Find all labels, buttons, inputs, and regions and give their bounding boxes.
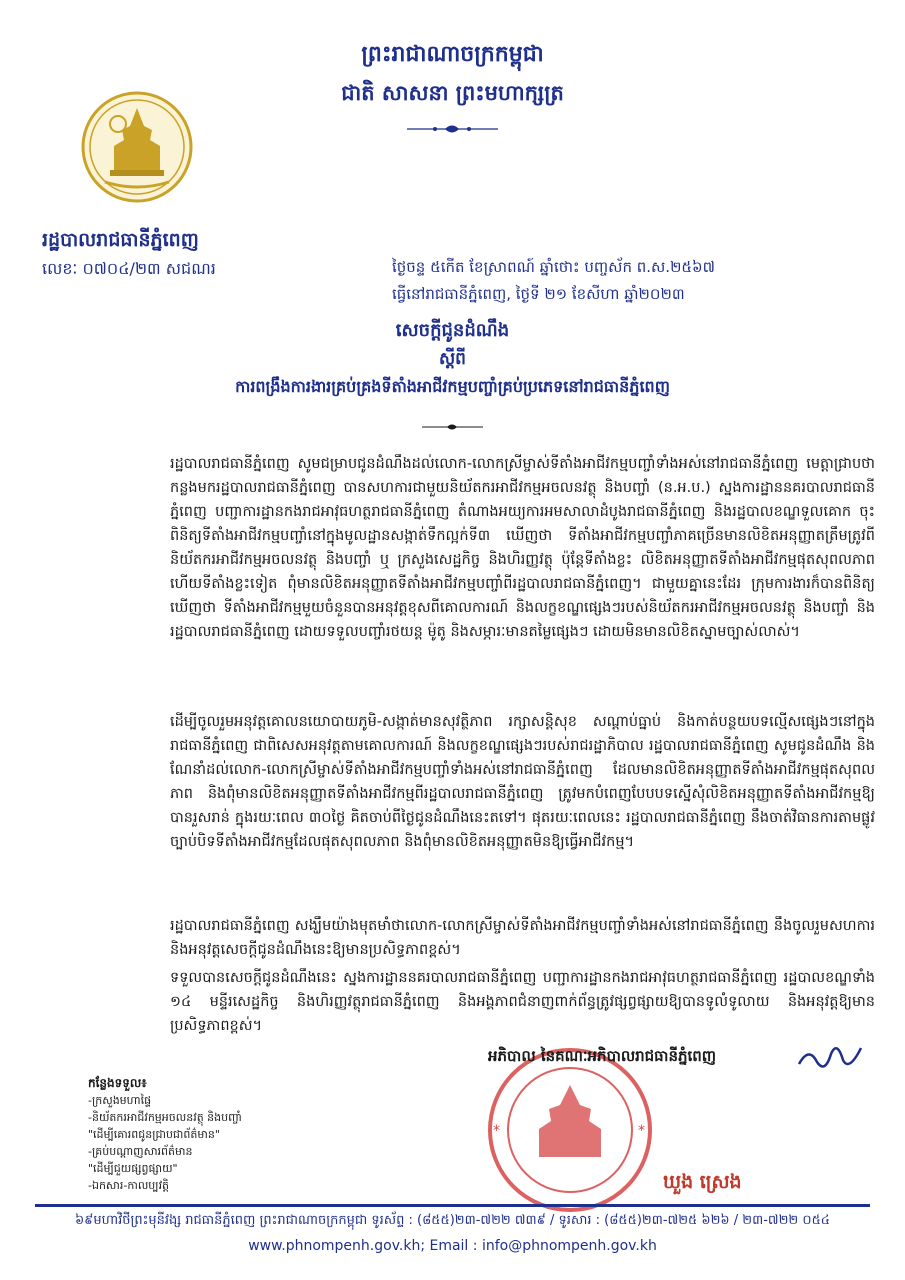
ornament-divider-icon (405, 122, 500, 136)
recipient-item: "ដើម្បីគោរពជូនជ្រាបជាព័ត៌មាន" (88, 1128, 220, 1141)
body-paragraph-4 (170, 966, 875, 1038)
footer-address: ៦៩មហាវិថីព្រះមុនីវង្ស រាជធានីភ្នំពេញ ព្រះរាជាណាចក្រកម្ពុជា ទូរស័ព្ទ : (៨៥៥)២៣-៧២២ ៧៣៩ / ទូរសារ : (៨៥៥)២៣-៧២៥ ៦២៦ / ២៣-៧២២ ០៥៤ (74, 1213, 831, 1228)
recipients-title: កន្លែងទទួល៖ (88, 1076, 147, 1090)
phnom-penh-emblem-icon (80, 90, 195, 205)
body-paragraph-1 (170, 452, 875, 644)
svg-text:*: * (638, 1123, 645, 1139)
national-motto: ជាតិ សាសនា ព្រះមហាក្សត្រ (341, 81, 564, 105)
reference-number: លេខៈ ០៧០៤/២៣ សជណរ (42, 259, 216, 278)
sender-admin-name: រដ្ឋបាលរាជធានីភ្នំពេញ (42, 229, 199, 251)
signatory-title: អភិបាល នៃគណៈអភិបាលរាជធានីភ្នំពេញ (488, 1047, 717, 1065)
body-paragraph-2 (170, 710, 875, 854)
paragraph-text: រដ្ឋបាលរាជធានីភ្នំពេញ សង្ឃឹមយ៉ាងមុតមាំថាលោក-លោកស្រីម្ចាស់ទីតាំងអាជីវកម្មបញ្ចាំទាំងអស់នៅរាជធានីភ្នំពេញ នឹងចូលរួមសហការ និងអនុវត្តសេចក្តីជូនដំណឹងនេះឱ្យមានប្រសិទ្ធភាពខ្ពស់។ (170, 918, 875, 958)
official-seal-icon (483, 1045, 658, 1215)
notice-regarding: ស្តីពី (439, 349, 466, 369)
recipient-item: "ដើម្បីជួយផ្សព្វផ្សាយ" (88, 1162, 178, 1175)
paragraph-text: រដ្ឋបាលរាជធានីភ្នំពេញ សូមជម្រាបជូនដំណឹងដល់លោក-លោកស្រីម្ចាស់ទីតាំងអាជីវកម្មបញ្ចាំទាំងអស់នៅរាជធានីភ្នំពេញ មេត្តាជ្រាបថា កន្លងមករដ្ឋបាលរាជធានីភ្នំពេញ បានសហការជាមួយនិយ័តករអាជីវកម្មអចលនវត្ថុ និងបញ្ចាំ (ន.អ.ប.) ស្នងការដ្ឋាននគរបាលរាជធានីភ្នំពេញ បញ្ជាការដ្ឋានកងរាជអាវុធហត្ថរាជធានីភ្នំពេញ តំណាងអយ្យការអមសាលាដំបូងរាជធានីភ្នំពេញ និងរដ្ឋបាលខណ្ឌទួលគោក ចុះពិនិត្យទីតាំងអាជីវកម្មបញ្ចាំនៅក្នុងមូលដ្ឋានសង្កាត់ទឹកល្អក់ទី៣ ឃើញថា ទីតាំងអាជីវកម្មបញ្ចាំភាគច្រើនមានលិខិតអនុញ្ញាតត្រឹមត្រូវពីនិយ័តករអាជីវកម្មអចលនវត្ថុ និងបញ្ចាំ ឬ ក្រសួងសេដ្ឋកិច្ច និងហិរញ្ញវត្ថុ ប៉ុន្តែទីតាំងខ្លះ លិខិតអនុញ្ញាតទីតាំងអាជីវកម្មផុតសុពលភាព ហើយទីតាំងខ្លះទៀត ពុំមានលិខិតអនុញ្ញាតទីតាំងអាជីវកម្មបញ្ចាំពីរដ្ឋបាលរាជធានីភ្នំពេញ។ ជាមួយគ្នានេះដែរ ក្រុមការងារក៏បានពិនិត្យឃើញថា ទីតាំងអាជីវកម្មមួយចំនួនបានអនុវត្តខុសពីគោលការណ៍ និងលក្ខខណ្ឌផ្សេងៗរបស់និយ័តករអាជីវកម្មអចលនវត្ថុ និងបញ្ចាំ និងរដ្ឋបាលរាជធានីភ្នំពេញ ដោយទទួលបញ្ចាំរថយន្ត ម៉ូតូ និងសម្ភារៈមានតម្លៃផ្សេងៗ ដោយមិនមានលិខិតស្នាមច្បាស់លាស់។ (170, 456, 875, 640)
handwritten-signature-icon (795, 1036, 865, 1076)
recipients-list (88, 1075, 242, 1194)
issue-date: ធ្វើនៅរាជធានីភ្នំពេញ, ថ្ងៃទី ២១ ខែសីហា ឆ្នាំ២០២៣ (392, 285, 685, 303)
notice-title: សេចក្តីជូនដំណឹង (395, 320, 510, 341)
signer-name: ឃួង ស្រេង (663, 1171, 742, 1193)
recipient-item: -គ្រប់បណ្តាញសារព័ត៌មាន (88, 1145, 193, 1158)
kingdom-title: ព្រះរាជាណាចក្រកម្ពុជា (361, 42, 544, 67)
svg-text:*: * (493, 1123, 500, 1139)
ornament-divider-small-icon (420, 422, 485, 432)
footer-website-email[interactable]: www.phnompenh.gov.kh; Email : info@phnompenh.gov.kh (248, 1238, 657, 1254)
paragraph-text: ដើម្បីចូលរួមអនុវត្តគោលនយោបាយភូមិ-សង្កាត់មានសុវត្ថិភាព រក្សាសន្តិសុខ សណ្តាប់ធ្នាប់ និងកាត់បន្ថយបទល្មើសផ្សេងៗនៅក្នុងរាជធានីភ្នំពេញ ជាពិសេសអនុវត្តតាមគោលការណ៍ និងលក្ខខណ្ឌផ្សេងៗរបស់រាជរដ្ឋាភិបាល រដ្ឋបាលរាជធានីភ្នំពេញ សូមជូនដំណឹង និងណែនាំដល់លោក-លោកស្រីម្ចាស់ទីតាំងអាជីវកម្មបញ្ចាំទាំងអស់នៅរាជធានីភ្នំពេញ ដែលមានលិខិតអនុញ្ញាតទីតាំងអាជីវកម្មផុតសុពលភាព និងពុំមានលិខិតអនុញ្ញាតទីតាំងអាជីវកម្មពីរដ្ឋបាលរាជធានីភ្នំពេញ ត្រូវមកបំពេញបែបបទស្នើសុំលិខិតអនុញ្ញាតទីតាំងអាជីវកម្មឱ្យបានរួសរាន់ ក្នុងរយៈពេល ៣០ថ្ងៃ គិតចាប់ពីថ្ងៃជូនដំណឹងនេះតទៅ។ ផុតរយៈពេលនេះ រដ្ឋបាលរាជធានីភ្នំពេញ នឹងចាត់វិធានការតាមផ្លូវច្បាប់បិទទីតាំងអាជីវកម្មដែលផុតសុពលភាព និងពុំមានលិខិតអនុញ្ញាតមិនឱ្យធ្វើអាជីវកម្ម។ (170, 714, 875, 850)
recipient-item: -ក្រសួងមហាផ្ទៃ (88, 1094, 152, 1107)
footer-divider (35, 1204, 870, 1207)
recipient-item: -និយ័តករអាជីវកម្មអចលនវត្ថុ និងបញ្ចាំ (88, 1111, 242, 1124)
recipient-item: -ឯកសារ-កាលប្បវត្តិ (88, 1179, 170, 1192)
notice-subject: ការពង្រឹងការងារគ្រប់គ្រងទីតាំងអាជីវកម្មបញ្ចាំគ្រប់ប្រភេទនៅរាជធានីភ្នំពេញ (235, 377, 670, 396)
paragraph-text: ទទួលបានសេចក្តីជូនដំណឹងនេះ ស្នងការដ្ឋាននគរបាលរាជធានីភ្នំពេញ បញ្ជាការដ្ឋានកងរាជអាវុធហត្ថរាជធានីភ្នំពេញ រដ្ឋបាលខណ្ឌទាំង ១៤ មន្ទីរសេដ្ឋកិច្ច និងហិរញ្ញវត្ថុរាជធានីភ្នំពេញ និងអង្គភាពជំនាញពាក់ព័ន្ធត្រូវផ្សព្វផ្សាយឱ្យបានទូលំទូលាយ និងអនុវត្តឱ្យមានប្រសិទ្ធភាពខ្ពស់។ (170, 970, 875, 1034)
body-paragraph-3 (170, 914, 875, 962)
lunar-date: ថ្ងៃចន្ទ ៥កើត ខែស្រាពណ៍ ឆ្នាំថោះ បញ្ចស័ក ព.ស.២៥៦៧ (392, 258, 715, 276)
